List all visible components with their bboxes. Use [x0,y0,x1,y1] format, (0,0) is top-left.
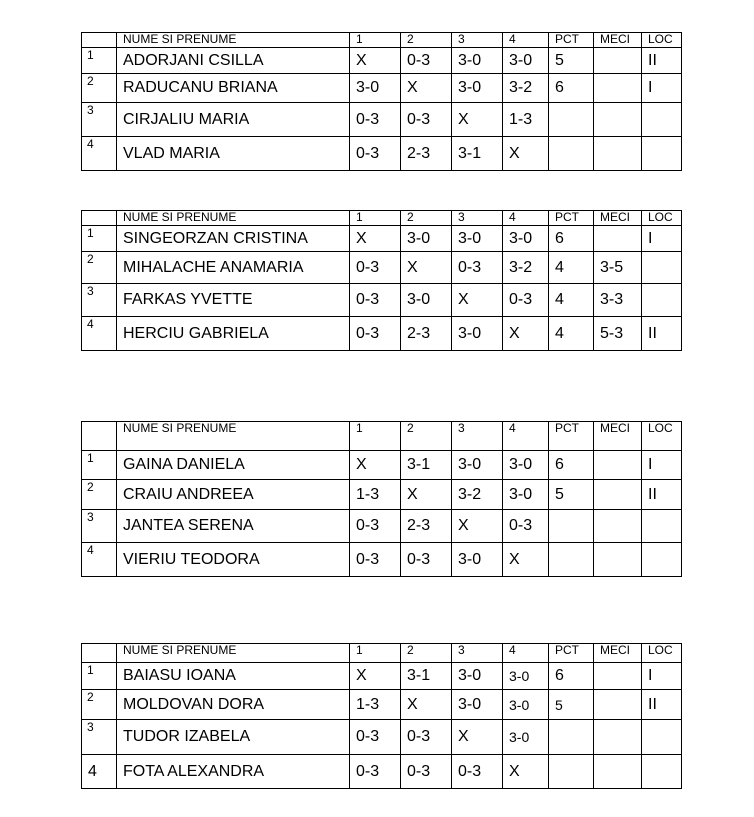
loc-cell: I [642,74,682,103]
header-c3: 3 [452,211,503,226]
score-3: 3-1 [452,137,503,171]
score-2: 3-0 [401,226,452,252]
meci-cell [594,48,642,74]
player-name: BAIASU IOANA [117,663,350,690]
row-number: 1 [82,48,117,74]
table-row [82,690,682,720]
pct-cell: 6 [549,226,594,252]
player-name: FOTA ALEXANDRA [117,755,350,789]
loc-cell [642,755,682,789]
header-meci: MECI [594,422,642,451]
score-1: 0-3 [350,317,401,351]
player-name: SINGEORZAN CRISTINA [117,226,350,252]
score-4: X [503,543,549,577]
score-2: 0-3 [401,103,452,137]
row-number: 2 [82,252,117,284]
table-row [82,48,682,74]
score-3: 3-0 [452,451,503,480]
score-1: X [350,663,401,690]
row-number: 1 [82,451,117,480]
table-row [82,720,682,755]
header-c4: 4 [503,644,549,663]
header-c1: 1 [350,422,401,451]
meci-cell: 3-5 [594,252,642,284]
loc-cell: II [642,317,682,351]
loc-cell [642,137,682,171]
score-1: 0-3 [350,137,401,171]
row-number: 1 [82,226,117,252]
score-4: 3-0 [503,48,549,74]
score-4: 3-2 [503,252,549,284]
header-name: NUME SI PRENUME [117,422,350,451]
score-3: 3-0 [452,48,503,74]
meci-cell [594,103,642,137]
score-2: X [401,252,452,284]
header-name: NUME SI PRENUME [117,644,350,663]
score-3: 3-0 [452,317,503,351]
score-1: 0-3 [350,543,401,577]
table-row [82,480,682,510]
meci-cell [594,663,642,690]
pct-cell: 4 [549,317,594,351]
score-1: 0-3 [350,510,401,543]
score-4: 1-3 [503,103,549,137]
header-meci: MECI [594,211,642,226]
row-number: 2 [82,74,117,103]
table-row [82,137,682,171]
score-2: 0-3 [401,543,452,577]
header-row [82,422,682,451]
table-row [82,451,682,480]
player-name: RADUCANU BRIANA [117,74,350,103]
score-2: 0-3 [401,48,452,74]
header-meci: MECI [594,33,642,48]
row-number: 3 [82,103,117,137]
score-3: X [452,720,503,755]
table-row [82,284,682,317]
score-2: 2-3 [401,317,452,351]
header-c2: 2 [401,644,452,663]
score-4: 3-0 [503,690,549,720]
table-row [82,543,682,577]
score-3: 3-0 [452,543,503,577]
header-pct: PCT [549,33,594,48]
header-c2: 2 [401,422,452,451]
pct-cell: 6 [549,74,594,103]
player-name: MOLDOVAN DORA [117,690,350,720]
meci-cell [594,226,642,252]
meci-cell: 3-3 [594,284,642,317]
score-2: 0-3 [401,755,452,789]
loc-cell: I [642,663,682,690]
header-c3: 3 [452,644,503,663]
score-1: X [350,48,401,74]
score-3: 3-0 [452,690,503,720]
score-3: X [452,103,503,137]
meci-cell: 5-3 [594,317,642,351]
table-row [82,510,682,543]
player-name: ADORJANI CSILLA [117,48,350,74]
score-1: 1-3 [350,480,401,510]
header-name: NUME SI PRENUME [117,33,350,48]
score-4: X [503,317,549,351]
score-3: 3-0 [452,663,503,690]
player-name: HERCIU GABRIELA [117,317,350,351]
meci-cell [594,451,642,480]
row-number: 4 [82,137,117,171]
score-1: 0-3 [350,103,401,137]
score-4: 0-3 [503,510,549,543]
row-number: 3 [82,284,117,317]
table-row [82,663,682,690]
header-loc: LOC [642,644,682,663]
score-2: 2-3 [401,510,452,543]
header-c4: 4 [503,422,549,451]
pct-cell [549,543,594,577]
header-row [82,644,682,663]
table-row [82,252,682,284]
pct-cell: 4 [549,284,594,317]
group-table-2 [81,210,682,351]
loc-cell [642,720,682,755]
loc-cell [642,510,682,543]
header-nr [82,644,117,663]
pct-cell: 6 [549,663,594,690]
score-1: 3-0 [350,74,401,103]
header-c2: 2 [401,211,452,226]
score-4: 3-2 [503,74,549,103]
score-3: 3-0 [452,74,503,103]
header-c1: 1 [350,644,401,663]
score-3: 3-0 [452,226,503,252]
score-4: 0-3 [503,284,549,317]
score-1: 0-3 [350,720,401,755]
player-name: JANTEA SERENA [117,510,350,543]
table-row [82,317,682,351]
row-number: 2 [82,690,117,720]
row-number: 3 [82,510,117,543]
score-2: X [401,480,452,510]
group-table-1 [81,32,682,171]
player-name: FARKAS YVETTE [117,284,350,317]
score-4: 3-0 [503,226,549,252]
score-2: 0-3 [401,720,452,755]
header-loc: LOC [642,211,682,226]
header-c1: 1 [350,33,401,48]
score-3: X [452,284,503,317]
header-c4: 4 [503,33,549,48]
meci-cell [594,74,642,103]
pct-cell: 5 [549,690,594,720]
pct-cell: 5 [549,480,594,510]
row-number: 4 [82,543,117,577]
score-4: 3-0 [503,451,549,480]
score-1: 0-3 [350,755,401,789]
row-number: 4 [82,317,117,351]
score-4: 3-0 [503,480,549,510]
score-2: X [401,74,452,103]
loc-cell [642,252,682,284]
header-pct: PCT [549,422,594,451]
header-c1: 1 [350,211,401,226]
player-name: CRAIU ANDREEA [117,480,350,510]
score-4: 3-0 [503,720,549,755]
header-loc: LOC [642,422,682,451]
score-3: 3-2 [452,480,503,510]
header-nr [82,422,117,451]
score-1: X [350,451,401,480]
pct-cell [549,755,594,789]
pct-cell [549,510,594,543]
pct-cell: 5 [549,48,594,74]
pct-cell [549,103,594,137]
group-table-3 [81,421,682,577]
row-number: 2 [82,480,117,510]
player-name: TUDOR IZABELA [117,720,350,755]
score-2: 3-1 [401,663,452,690]
score-4: X [503,137,549,171]
header-loc: LOC [642,33,682,48]
score-1: 0-3 [350,252,401,284]
score-3: 0-3 [452,252,503,284]
meci-cell [594,543,642,577]
header-nr [82,33,117,48]
loc-cell: II [642,48,682,74]
group-table-4 [81,643,682,789]
pct-cell [549,137,594,171]
meci-cell [594,690,642,720]
header-row [82,33,682,48]
header-c3: 3 [452,422,503,451]
player-name: GAINA DANIELA [117,451,350,480]
score-2: 3-1 [401,451,452,480]
meci-cell [594,137,642,171]
header-pct: PCT [549,644,594,663]
meci-cell [594,480,642,510]
score-2: 3-0 [401,284,452,317]
loc-cell: II [642,480,682,510]
loc-cell [642,543,682,577]
loc-cell [642,103,682,137]
row-number: 1 [82,663,117,690]
score-1: 0-3 [350,284,401,317]
loc-cell [642,284,682,317]
pct-cell [549,720,594,755]
table-row [82,74,682,103]
score-2: X [401,690,452,720]
row-number: 3 [82,720,117,755]
score-1: 1-3 [350,690,401,720]
score-4: X [503,755,549,789]
score-4: 3-0 [503,663,549,690]
loc-cell: II [642,690,682,720]
meci-cell [594,510,642,543]
meci-cell [594,755,642,789]
meci-cell [594,720,642,755]
header-c2: 2 [401,33,452,48]
header-c4: 4 [503,211,549,226]
score-3: X [452,510,503,543]
score-1: X [350,226,401,252]
player-name: CIRJALIU MARIA [117,103,350,137]
player-name: VIERIU TEODORA [117,543,350,577]
header-row [82,211,682,226]
row-number: 4 [82,755,117,789]
loc-cell: I [642,451,682,480]
header-name: NUME SI PRENUME [117,211,350,226]
table-row [82,755,682,789]
header-meci: MECI [594,644,642,663]
player-name: VLAD MARIA [117,137,350,171]
header-pct: PCT [549,211,594,226]
header-c3: 3 [452,33,503,48]
score-2: 2-3 [401,137,452,171]
pct-cell: 4 [549,252,594,284]
player-name: MIHALACHE ANAMARIA [117,252,350,284]
table-row [82,103,682,137]
loc-cell: I [642,226,682,252]
score-3: 0-3 [452,755,503,789]
header-nr [82,211,117,226]
pct-cell: 6 [549,451,594,480]
table-row [82,226,682,252]
